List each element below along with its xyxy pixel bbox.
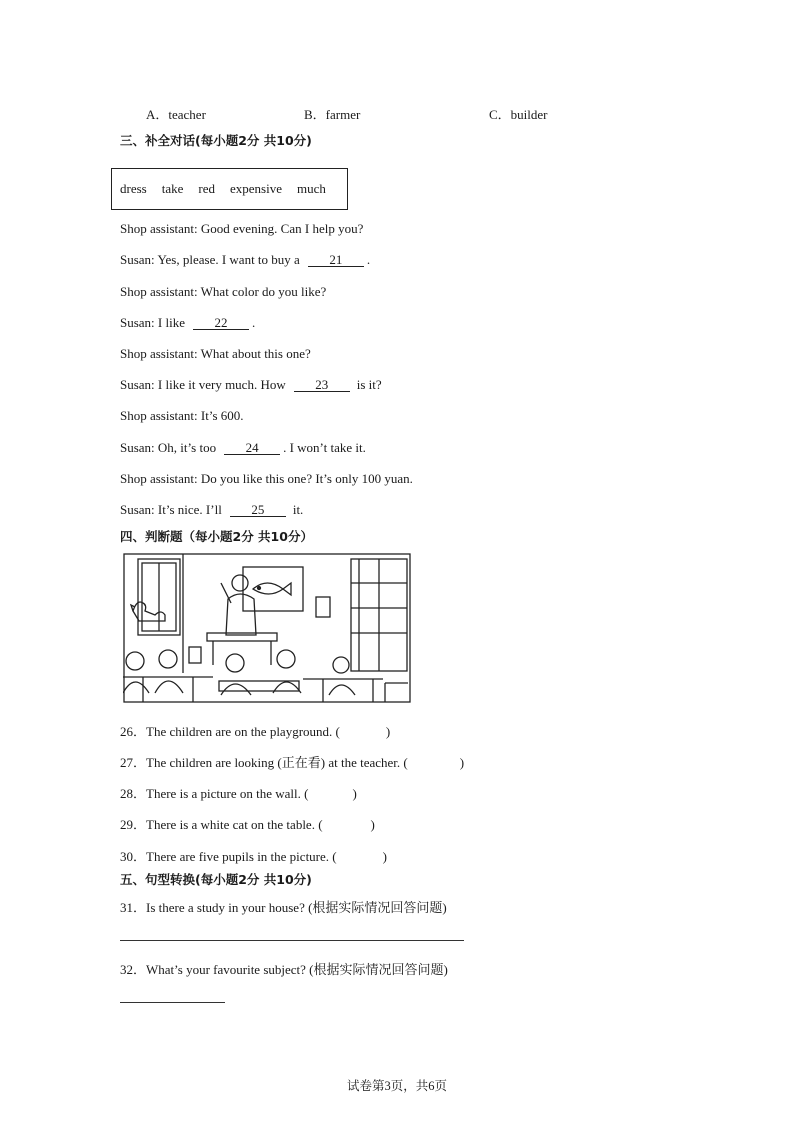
dialogue-text: Susan: I like it very much. How [120, 377, 286, 392]
item-close-paren: ) [382, 849, 387, 864]
section4-heading: 四、判断题（每小题2分 共10分） [120, 529, 313, 544]
judgement-item [120, 721, 390, 740]
item-text: There is a picture on the wall. ( [146, 786, 309, 801]
section3-heading: 三、补全对话(每小题2分 共10分) [120, 133, 312, 148]
question-31: 31．Is there a study in your house? (根据实际情况回答问题) [120, 900, 447, 915]
dialogue-text: Susan: Yes, please. I want to buy a [120, 252, 300, 267]
dialogue-line [120, 346, 311, 362]
item-close-paren: ) [352, 786, 357, 801]
dialogue-line [120, 440, 366, 456]
word-bank [111, 168, 348, 210]
word-bank-item: dress [120, 181, 147, 196]
dialogue-line [120, 252, 370, 268]
dialogue-text-after: . [366, 252, 371, 267]
item-close-paren: ) [459, 755, 465, 770]
item-number: 26． [120, 724, 147, 739]
judgement-item [120, 846, 387, 865]
dialogue-line [120, 315, 255, 331]
dialogue-text: Shop assistant: It’s 600. [120, 408, 244, 423]
answer-line-31[interactable] [120, 940, 464, 941]
item-text: There are five pupils in the picture. ( [146, 849, 337, 864]
item-number: 30． [120, 849, 147, 864]
section5-heading: 五、句型转换(每小题2分 共10分) [120, 872, 312, 887]
item-close-paren: ) [385, 724, 391, 739]
dialogue-text: Shop assistant: Do you like this one? It’s only 100 yuan. [120, 471, 413, 486]
item-text: The children are on the playground. ( [146, 724, 340, 739]
fill-blank[interactable]: 23 [294, 378, 350, 392]
fill-blank[interactable]: 25 [230, 503, 286, 517]
item-number: 28． [120, 786, 147, 801]
word-bank-item: expensive [229, 181, 282, 196]
word-bank-item: take [161, 181, 184, 196]
item-number: 27． [120, 755, 147, 770]
judgement-item [120, 752, 464, 771]
item-close-paren: ) [370, 817, 375, 832]
page-footer: 试卷第3页，共6页 [346, 1079, 447, 1093]
dialogue-text: Susan: Oh, it’s too [120, 440, 217, 455]
fill-blank[interactable]: 24 [224, 441, 280, 455]
item-text: There is a white cat on the table. ( [146, 817, 323, 832]
question-32: 32．What’s your favourite subject? (根据实际情况回答问题) [120, 962, 448, 977]
option-b: B．farmer [304, 107, 361, 122]
dialogue-line [120, 284, 326, 300]
dialogue-text-after: . I won’t take it. [283, 440, 366, 455]
option-a: A．teacher [146, 107, 206, 122]
dialogue-line [120, 502, 303, 518]
answer-line-32[interactable] [120, 1002, 225, 1003]
item-number: 29． [120, 817, 147, 832]
item-text: The children are looking (正在看) at the teacher. ( [146, 755, 408, 770]
judgement-item [120, 783, 357, 802]
option-c: C．builder [489, 107, 548, 122]
dialogue-line [120, 471, 413, 487]
judgement-item [120, 814, 375, 833]
word-bank-item: much [296, 181, 326, 196]
dialogue-line [120, 377, 382, 393]
dialogue-text-after: it. [292, 502, 304, 517]
dialogue-text: Shop assistant: What color do you like? [120, 284, 327, 299]
fill-blank[interactable]: 21 [308, 253, 364, 267]
dialogue-line [120, 408, 244, 424]
dialogue-text-after: . [252, 315, 256, 330]
dialogue-line [120, 221, 363, 237]
dialogue-text: Susan: I like [120, 315, 185, 330]
dialogue-text: Susan: It’s nice. I’ll [120, 502, 222, 517]
dialogue-text: Shop assistant: What about this one? [120, 346, 311, 361]
classroom-illustration [123, 553, 411, 703]
dialogue-text-after: is it? [356, 377, 382, 392]
word-bank-item: red [198, 181, 215, 196]
fill-blank[interactable]: 22 [193, 316, 249, 330]
dialogue-text: Shop assistant: Good evening. Can I help you? [120, 221, 364, 236]
